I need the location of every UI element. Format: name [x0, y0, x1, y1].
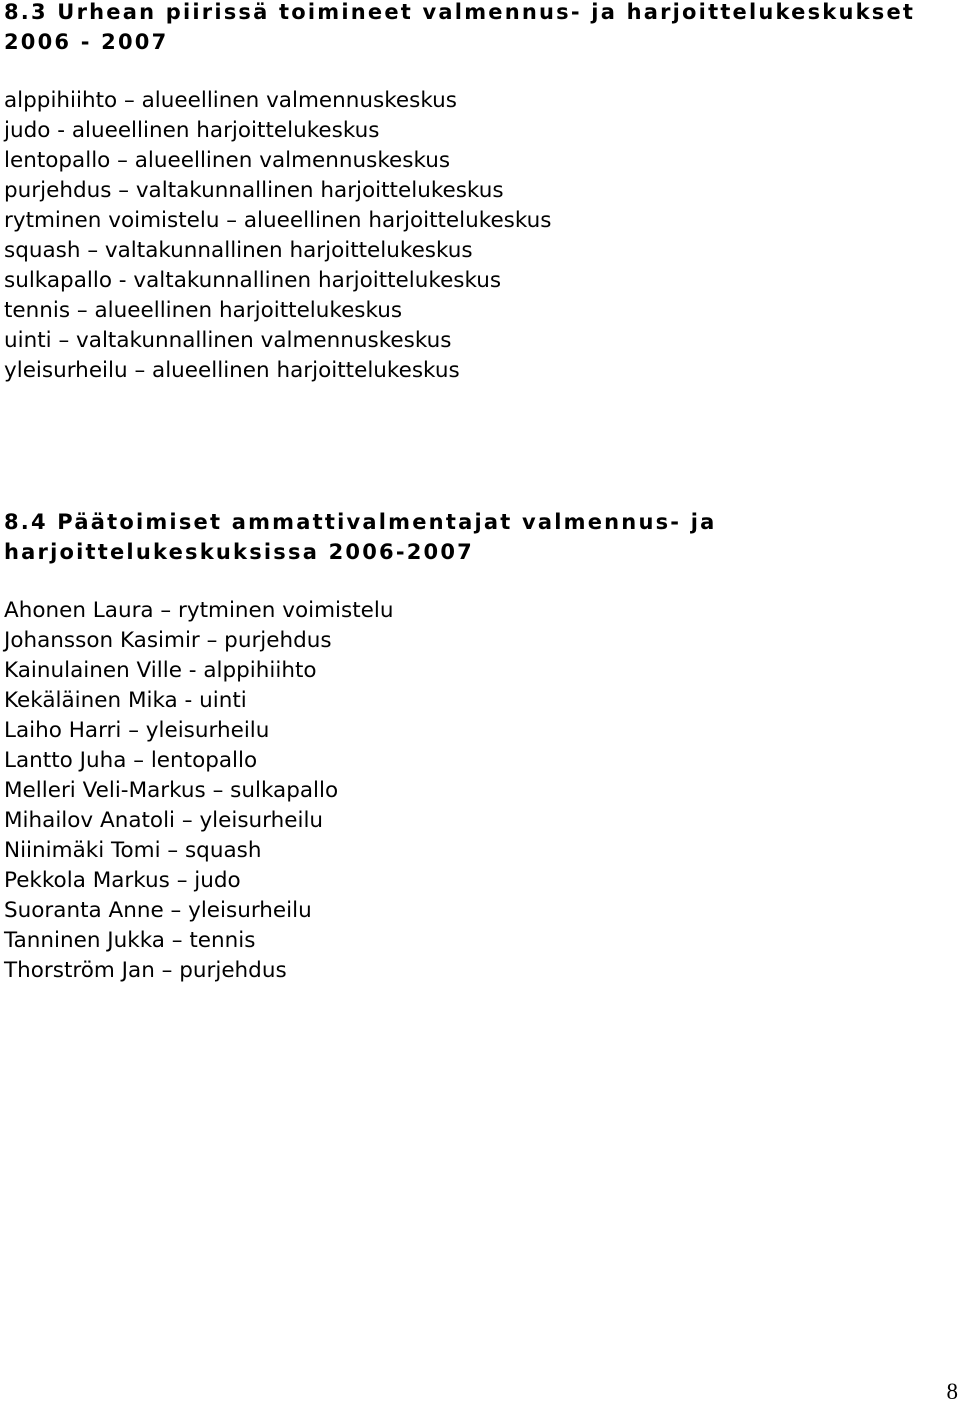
list-item: sulkapallo - valtakunnallinen harjoittelukeskus [4, 268, 502, 293]
list-item: Melleri Veli-Markus – sulkapallo [4, 778, 339, 803]
list-item: judo - alueellinen harjoittelukeskus [4, 118, 380, 143]
training-centers-list [4, 86, 552, 386]
list-item: lentopallo – alueellinen valmennuskeskus [4, 148, 451, 173]
list-item: Tanninen Jukka – tennis [4, 928, 256, 953]
section-8-4-title-line2: harjoittelukeskuksissa 2006-2007 [4, 540, 474, 564]
list-item: Thorström Jan – purjehdus [4, 958, 287, 983]
section-8-3-title-line2: 2006 - 2007 [4, 30, 169, 54]
section-8-4-heading [4, 507, 717, 567]
list-item: Lantto Juha – lentopallo [4, 748, 258, 773]
list-item: alppihiihto – alueellinen valmennuskeskus [4, 88, 457, 113]
section-8-3-title-line1: 8.3 Urhean piirissä toimineet valmennus- ja harjoittelukeskukset [4, 0, 916, 24]
section-8-4-title-line1: 8.4 Päätoimiset ammattivalmentajat valmennus- ja [4, 510, 717, 534]
list-item: Laiho Harri – yleisurheilu [4, 718, 270, 743]
list-item: Kainulainen Ville - alppihiihto [4, 658, 317, 683]
list-item: purjehdus – valtakunnallinen harjoittelukeskus [4, 178, 504, 203]
list-item: Pekkola Markus – judo [4, 868, 241, 893]
section-8-3-heading [4, 0, 915, 57]
page-number: 8 [946, 1379, 958, 1404]
list-item: uinti – valtakunnallinen valmennuskeskus [4, 328, 452, 353]
list-item: Johansson Kasimir – purjehdus [4, 628, 332, 653]
list-item: Mihailov Anatoli – yleisurheilu [4, 808, 324, 833]
list-item: Kekäläinen Mika - uinti [4, 688, 247, 713]
list-item: Suoranta Anne – yleisurheilu [4, 898, 312, 923]
list-item: Ahonen Laura – rytminen voimistelu [4, 598, 394, 623]
list-item: rytminen voimistelu – alueellinen harjoittelukeskus [4, 208, 552, 233]
coaches-list [4, 596, 393, 986]
list-item: Niinimäki Tomi – squash [4, 838, 262, 863]
list-item: tennis – alueellinen harjoittelukeskus [4, 298, 403, 323]
list-item: yleisurheilu – alueellinen harjoittelukeskus [4, 358, 460, 383]
list-item: squash – valtakunnallinen harjoittelukeskus [4, 238, 473, 263]
